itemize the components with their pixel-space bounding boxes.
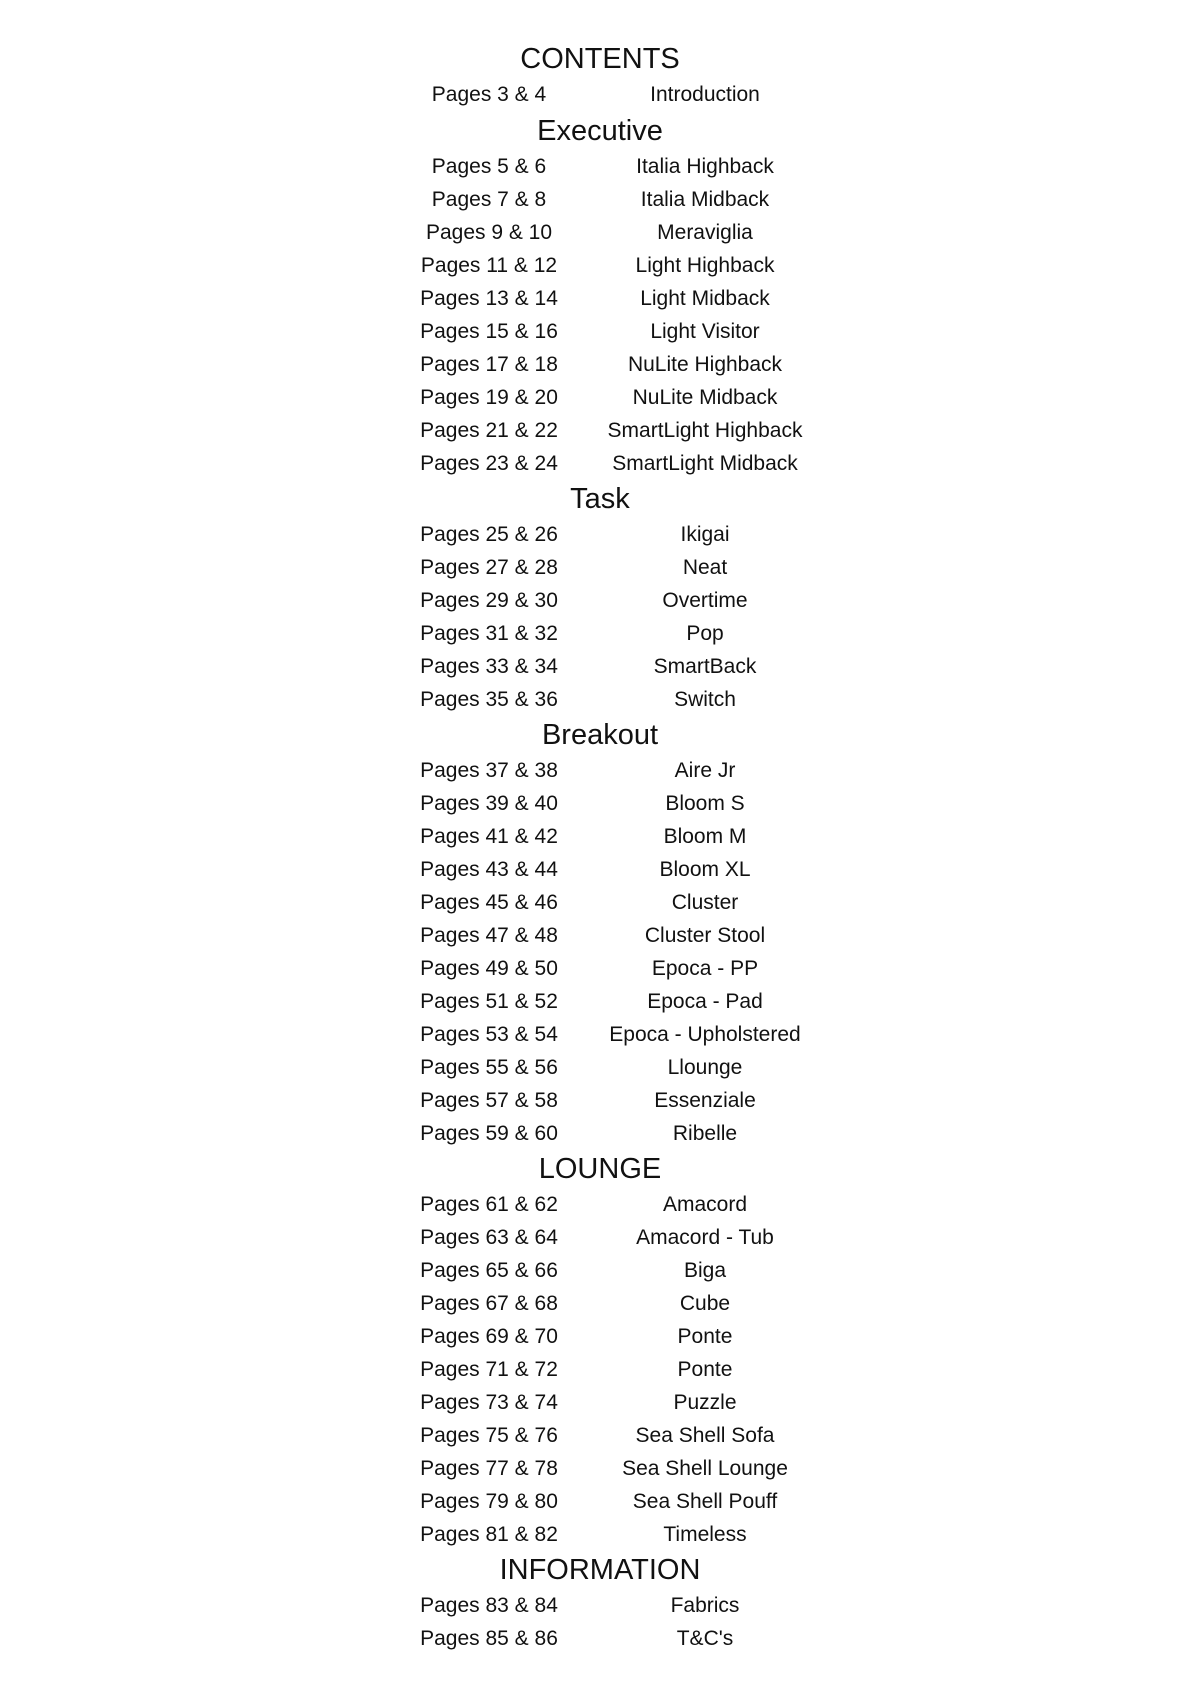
toc-entry-name: Sea Shell Sofa (635, 1424, 775, 1447)
toc-entry-name: Ponte (677, 1358, 733, 1381)
toc-entry-name: Ponte (677, 1325, 733, 1348)
toc-entry-name: Epoca - Pad (647, 990, 763, 1013)
toc-entry-pages: Pages 79 & 80 (420, 1490, 558, 1513)
toc-entry-pages: Pages 39 & 40 (420, 792, 558, 815)
toc-entry-introduction[interactable] (0, 78, 1190, 112)
toc-entry[interactable] (0, 1589, 1190, 1622)
toc-entry-name: Llounge (667, 1056, 743, 1079)
toc-entry-pages: Pages 23 & 24 (420, 452, 558, 475)
toc-entry[interactable] (0, 150, 1190, 183)
toc-entry-pages: Pages 73 & 74 (420, 1391, 558, 1414)
toc-entry-name: Ikigai (680, 523, 730, 546)
toc-entry-pages: Pages 83 & 84 (420, 1594, 558, 1617)
toc-entry[interactable] (0, 1353, 1190, 1386)
toc-entry[interactable] (0, 1221, 1190, 1254)
toc-entry[interactable] (0, 584, 1190, 617)
toc-entry[interactable] (0, 886, 1190, 919)
toc-entry[interactable] (0, 820, 1190, 853)
toc-entry-name: Bloom M (663, 825, 747, 848)
toc-entry-pages: Pages 35 & 36 (420, 688, 558, 711)
toc-entry-pages: Pages 37 & 38 (420, 759, 558, 782)
toc-entry[interactable] (0, 1419, 1190, 1452)
toc-entry-pages: Pages 9 & 10 (425, 221, 553, 244)
toc-entry-pages: Pages 41 & 42 (420, 825, 558, 848)
toc-entry-pages: Pages 53 & 54 (420, 1023, 558, 1046)
table-of-contents (0, 40, 1190, 1655)
toc-entry-name: Fabrics (670, 1594, 740, 1617)
toc-entry-name: Essenziale (654, 1089, 756, 1112)
toc-entry-pages: Pages 15 & 16 (420, 320, 558, 343)
toc-entry[interactable] (0, 683, 1190, 716)
toc-entry[interactable] (0, 1518, 1190, 1551)
toc-entry[interactable] (0, 414, 1190, 447)
toc-sections (0, 112, 1190, 1655)
toc-entry-name: Bloom XL (659, 858, 751, 881)
toc-entry-name: Italia Highback (636, 155, 774, 178)
toc-entry-name: Cube (679, 1292, 731, 1315)
toc-entry[interactable] (0, 1254, 1190, 1287)
toc-entry-name: Switch (674, 688, 736, 711)
toc-entry-pages: Pages 69 & 70 (420, 1325, 558, 1348)
toc-entry-name: Sea Shell Pouff (632, 1490, 778, 1513)
toc-entry-pages: Pages 63 & 64 (420, 1226, 558, 1249)
toc-entry-name: Cluster Stool (644, 924, 766, 947)
toc-entry-pages: Pages 77 & 78 (420, 1457, 558, 1480)
toc-entry-pages: Pages 27 & 28 (420, 556, 558, 579)
toc-entry-pages: Pages 75 & 76 (420, 1424, 558, 1447)
section-heading: LOUNGE (538, 1153, 662, 1185)
toc-entry-pages: Pages 65 & 66 (420, 1259, 558, 1282)
toc-entry-pages: Pages 25 & 26 (420, 523, 558, 546)
toc-entry-name: Amacord (662, 1193, 748, 1216)
toc-entry-pages: Pages 19 & 20 (420, 386, 558, 409)
toc-entry-name: Introduction (650, 83, 760, 106)
page-title: CONTENTS (520, 43, 680, 75)
toc-section (0, 1551, 1190, 1655)
toc-entry-name: Meraviglia (657, 221, 753, 244)
toc-entry[interactable] (0, 1386, 1190, 1419)
toc-entry-name: Overtime (662, 589, 748, 612)
toc-entry-pages: Pages 3 & 4 (431, 83, 547, 106)
toc-entry-name: Sea Shell Lounge (622, 1457, 788, 1480)
toc-entry[interactable] (0, 1320, 1190, 1353)
toc-entry-name: Pop (686, 622, 724, 645)
section-heading: INFORMATION (499, 1554, 701, 1586)
toc-entry-name: NuLite Highback (627, 353, 783, 376)
toc-entry-name: Timeless (663, 1523, 747, 1546)
toc-entry-name: SmartLight Highback (607, 419, 803, 442)
toc-entry-name: T&C's (676, 1627, 734, 1650)
toc-entry-pages: Pages 13 & 14 (420, 287, 558, 310)
toc-entry[interactable] (0, 249, 1190, 282)
toc-entry-pages: Pages 17 & 18 (420, 353, 558, 376)
toc-entry[interactable] (0, 1084, 1190, 1117)
toc-entry-pages: Pages 5 & 6 (431, 155, 547, 178)
toc-entry[interactable] (0, 282, 1190, 315)
toc-entry-pages: Pages 7 & 8 (431, 188, 547, 211)
toc-entry-name: Epoca - PP (651, 957, 759, 980)
toc-entry-pages: Pages 11 & 12 (420, 254, 558, 277)
toc-section (0, 716, 1190, 1150)
toc-entry[interactable] (0, 1018, 1190, 1051)
toc-entry-name: Light Visitor (650, 320, 760, 343)
section-heading: Breakout (541, 719, 659, 751)
toc-entry[interactable] (0, 617, 1190, 650)
toc-section (0, 480, 1190, 716)
toc-entry[interactable] (0, 315, 1190, 348)
toc-entry[interactable] (0, 985, 1190, 1018)
toc-entry-pages: Pages 31 & 32 (420, 622, 558, 645)
toc-entry[interactable] (0, 183, 1190, 216)
toc-entry-name: Bloom S (665, 792, 745, 815)
toc-entry-name: Epoca - Upholstered (609, 1023, 801, 1046)
section-heading: Task (570, 483, 630, 515)
toc-entry[interactable] (0, 1051, 1190, 1084)
toc-entry[interactable] (0, 787, 1190, 820)
toc-entry[interactable] (0, 1485, 1190, 1518)
toc-entry-name: Amacord - Tub (636, 1226, 774, 1249)
toc-entry[interactable] (0, 518, 1190, 551)
toc-entry-name: Italia Midback (640, 188, 770, 211)
toc-entry-pages: Pages 49 & 50 (420, 957, 558, 980)
toc-entry-pages: Pages 51 & 52 (420, 990, 558, 1013)
toc-entry[interactable] (0, 754, 1190, 787)
toc-section (0, 112, 1190, 480)
toc-entry-pages: Pages 43 & 44 (420, 858, 558, 881)
toc-entry-name: Puzzle (673, 1391, 737, 1414)
toc-entry[interactable] (0, 853, 1190, 886)
toc-entry-pages: Pages 55 & 56 (420, 1056, 558, 1079)
toc-entry-name: Light Midback (640, 287, 770, 310)
toc-entry[interactable] (0, 952, 1190, 985)
toc-entry-pages: Pages 57 & 58 (420, 1089, 558, 1112)
toc-entry[interactable] (0, 1287, 1190, 1320)
toc-entry-pages: Pages 81 & 82 (420, 1523, 558, 1546)
toc-entry-name: Aire Jr (674, 759, 736, 782)
toc-entry[interactable] (0, 919, 1190, 952)
toc-entry[interactable] (0, 447, 1190, 480)
toc-entry-name: Biga (683, 1259, 727, 1282)
toc-entry-name: NuLite Midback (632, 386, 778, 409)
toc-entry[interactable] (0, 381, 1190, 414)
toc-entry-pages: Pages 21 & 22 (420, 419, 558, 442)
toc-entry[interactable] (0, 348, 1190, 381)
toc-section (0, 1150, 1190, 1551)
toc-entry[interactable] (0, 1117, 1190, 1150)
toc-entry[interactable] (0, 650, 1190, 683)
toc-entry-pages: Pages 71 & 72 (420, 1358, 558, 1381)
section-heading: Executive (537, 115, 663, 147)
toc-entry-name: SmartLight Midback (612, 452, 798, 475)
toc-entry-pages: Pages 47 & 48 (420, 924, 558, 947)
toc-entry[interactable] (0, 1188, 1190, 1221)
toc-entry-pages: Pages 61 & 62 (420, 1193, 558, 1216)
toc-entry-pages: Pages 33 & 34 (420, 655, 558, 678)
toc-entry-name: Neat (682, 556, 728, 579)
toc-entry-pages: Pages 29 & 30 (420, 589, 558, 612)
toc-entry-pages: Pages 85 & 86 (420, 1627, 558, 1650)
toc-entry-name: SmartBack (653, 655, 757, 678)
toc-entry-name: Cluster (671, 891, 739, 914)
toc-entry[interactable] (0, 1622, 1190, 1655)
toc-entry[interactable] (0, 1452, 1190, 1485)
toc-entry-pages: Pages 45 & 46 (420, 891, 558, 914)
toc-entry-pages: Pages 67 & 68 (420, 1292, 558, 1315)
toc-entry[interactable] (0, 551, 1190, 584)
toc-entry[interactable] (0, 216, 1190, 249)
toc-entry-pages: Pages 59 & 60 (420, 1122, 558, 1145)
toc-entry-name: Light Highback (635, 254, 775, 277)
toc-entry-name: Ribelle (672, 1122, 738, 1145)
